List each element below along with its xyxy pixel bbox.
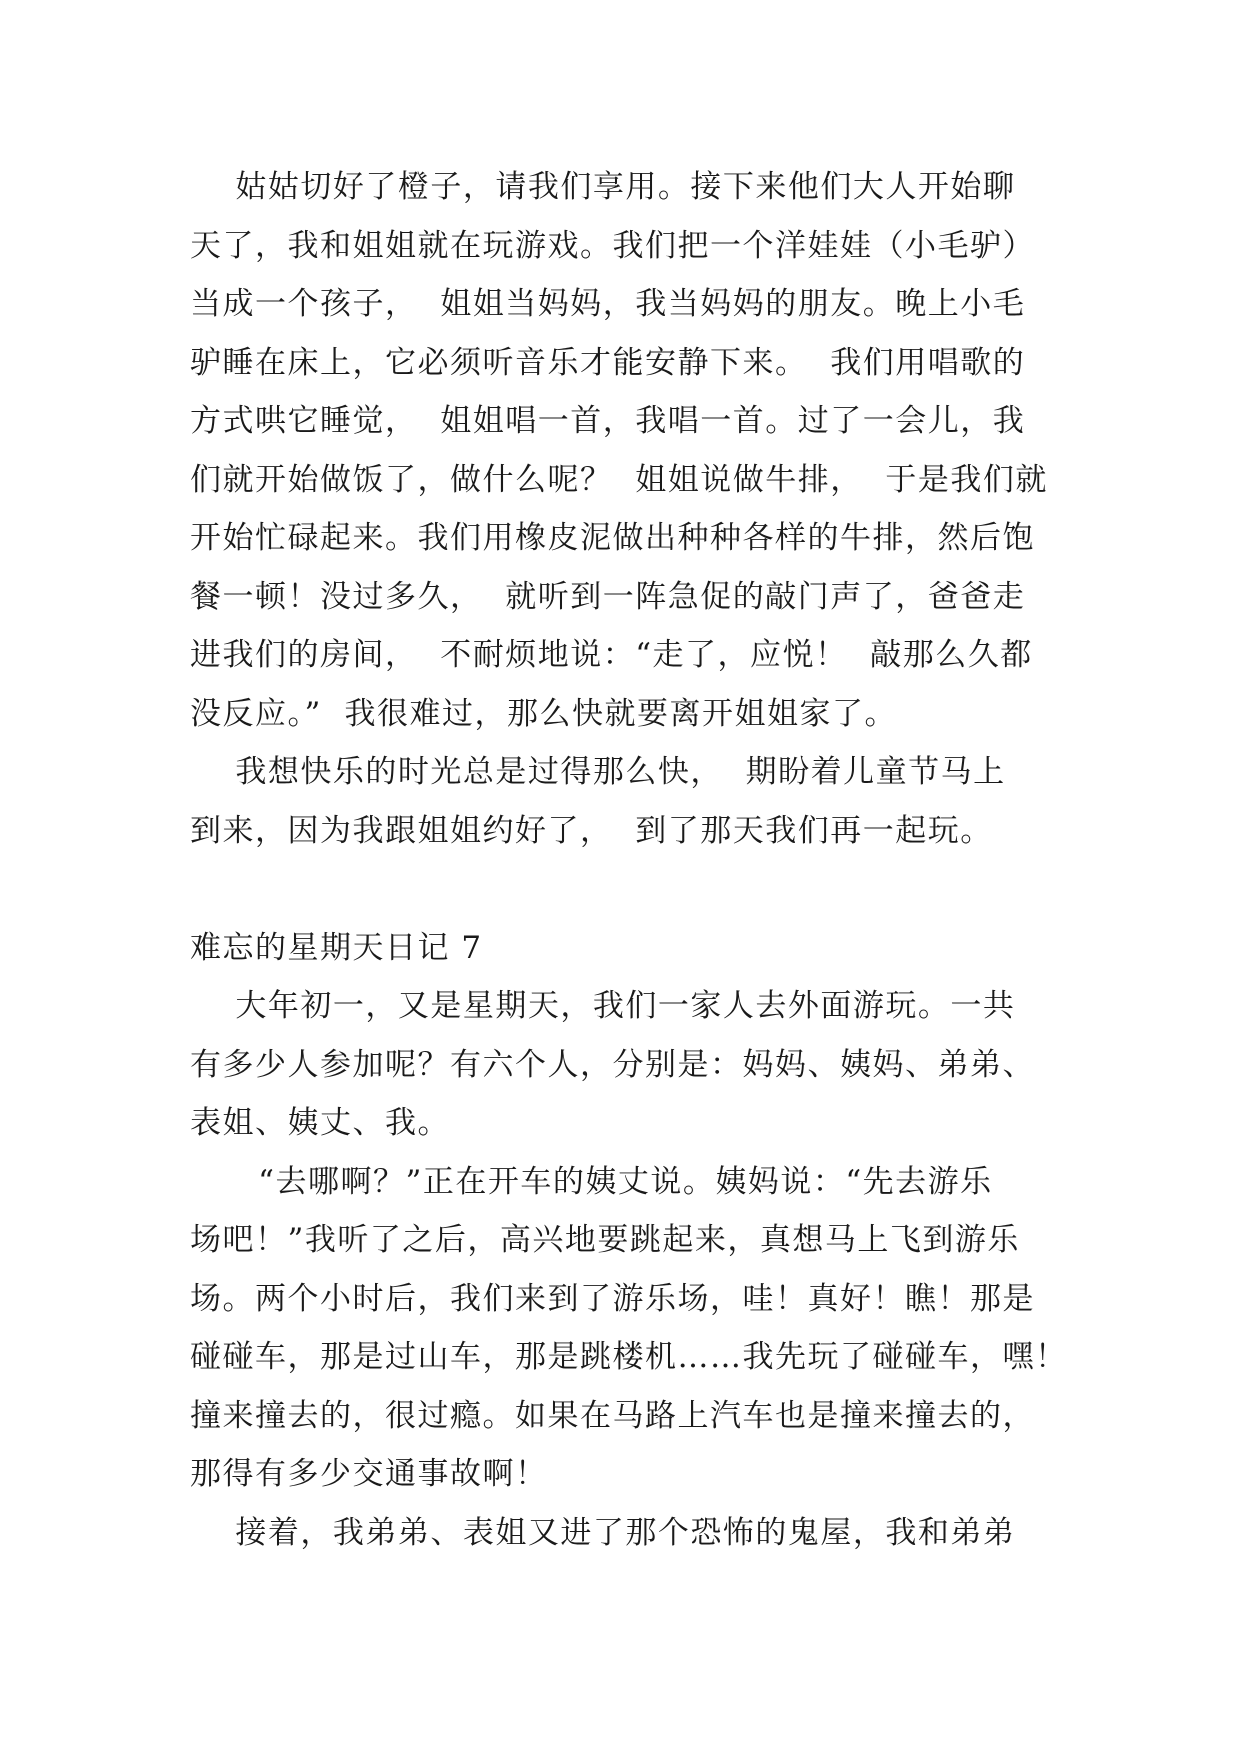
- text-line: 碰碰车，那是过山车，那是跳楼机……我先玩了碰碰车，嘿！: [190, 1339, 1068, 1375]
- section-heading: 难忘的星期天日记 7: [190, 929, 483, 966]
- text-line: 接着，我弟弟、表姐又进了那个恐怖的鬼屋，我和弟弟: [190, 1514, 1016, 1551]
- text-line: 我想快乐的时光总是过得那么快， 期盼着儿童节马上: [190, 754, 1006, 790]
- text-line: 那得有多少交通事故啊！: [190, 1456, 548, 1492]
- text-line: 餐一顿！没过多久， 就听到一阵急促的敲门声了，爸爸走: [190, 578, 1026, 615]
- text-line: 场。两个小时后，我们来到了游乐场，哇！真好！瞧！那是: [190, 1280, 1035, 1317]
- document-body: [190, 158, 1070, 1562]
- text-line: 到来，因为我跟姐姐约好了， 到了那天我们再一起玩。: [190, 812, 993, 849]
- text-line: 当成一个孩子， 姐姐当妈妈，我当妈妈的朋友。晚上小毛: [190, 286, 1026, 322]
- text-line: 们就开始做饭了，做什么呢？ 姐姐说做牛排， 于是我们就: [190, 461, 1048, 498]
- text-line: 方式哄它睡觉， 姐姐唱一首，我唱一首。过了一会儿，我: [190, 403, 1026, 439]
- text-line: 有多少人参加呢？有六个人，分别是：妈妈、姨妈、弟弟、: [190, 1046, 1035, 1083]
- paragraph-gap: [190, 860, 1070, 919]
- text-line: 天了，我和姐姐就在玩游戏。我们把一个洋娃娃（小毛驴）: [190, 227, 1035, 264]
- text-line: 开始忙碌起来。我们用橡皮泥做出种种各样的牛排，然后饱: [190, 520, 1035, 556]
- text-line: 撞来撞去的，很过瘾。如果在马路上汽车也是撞来撞去的，: [190, 1397, 1035, 1434]
- text-line: 驴睡在床上，它必须听音乐才能安静下来。 我们用唱歌的: [190, 344, 1026, 381]
- text-line: 场吧！”我听了之后，高兴地要跳起来，真想马上飞到游乐: [190, 1222, 1020, 1258]
- text-line: “去哪啊？”正在开车的姨丈说。姨妈说：“先去游乐: [190, 1163, 993, 1200]
- text-line: 表姐、姨丈、我。: [190, 1105, 450, 1141]
- text-line: 进我们的房间， 不耐烦地说：“走了，应悦！ 敲那么久都: [190, 637, 1033, 673]
- text-line: 大年初一，又是星期天，我们一家人去外面游玩。一共: [190, 988, 1016, 1024]
- text-line: 姑姑切好了橙子，请我们享用。接下来他们大人开始聊: [190, 169, 1016, 205]
- text-line: 没反应。” 我很难过，那么快就要离开姐姐家了。: [190, 695, 898, 732]
